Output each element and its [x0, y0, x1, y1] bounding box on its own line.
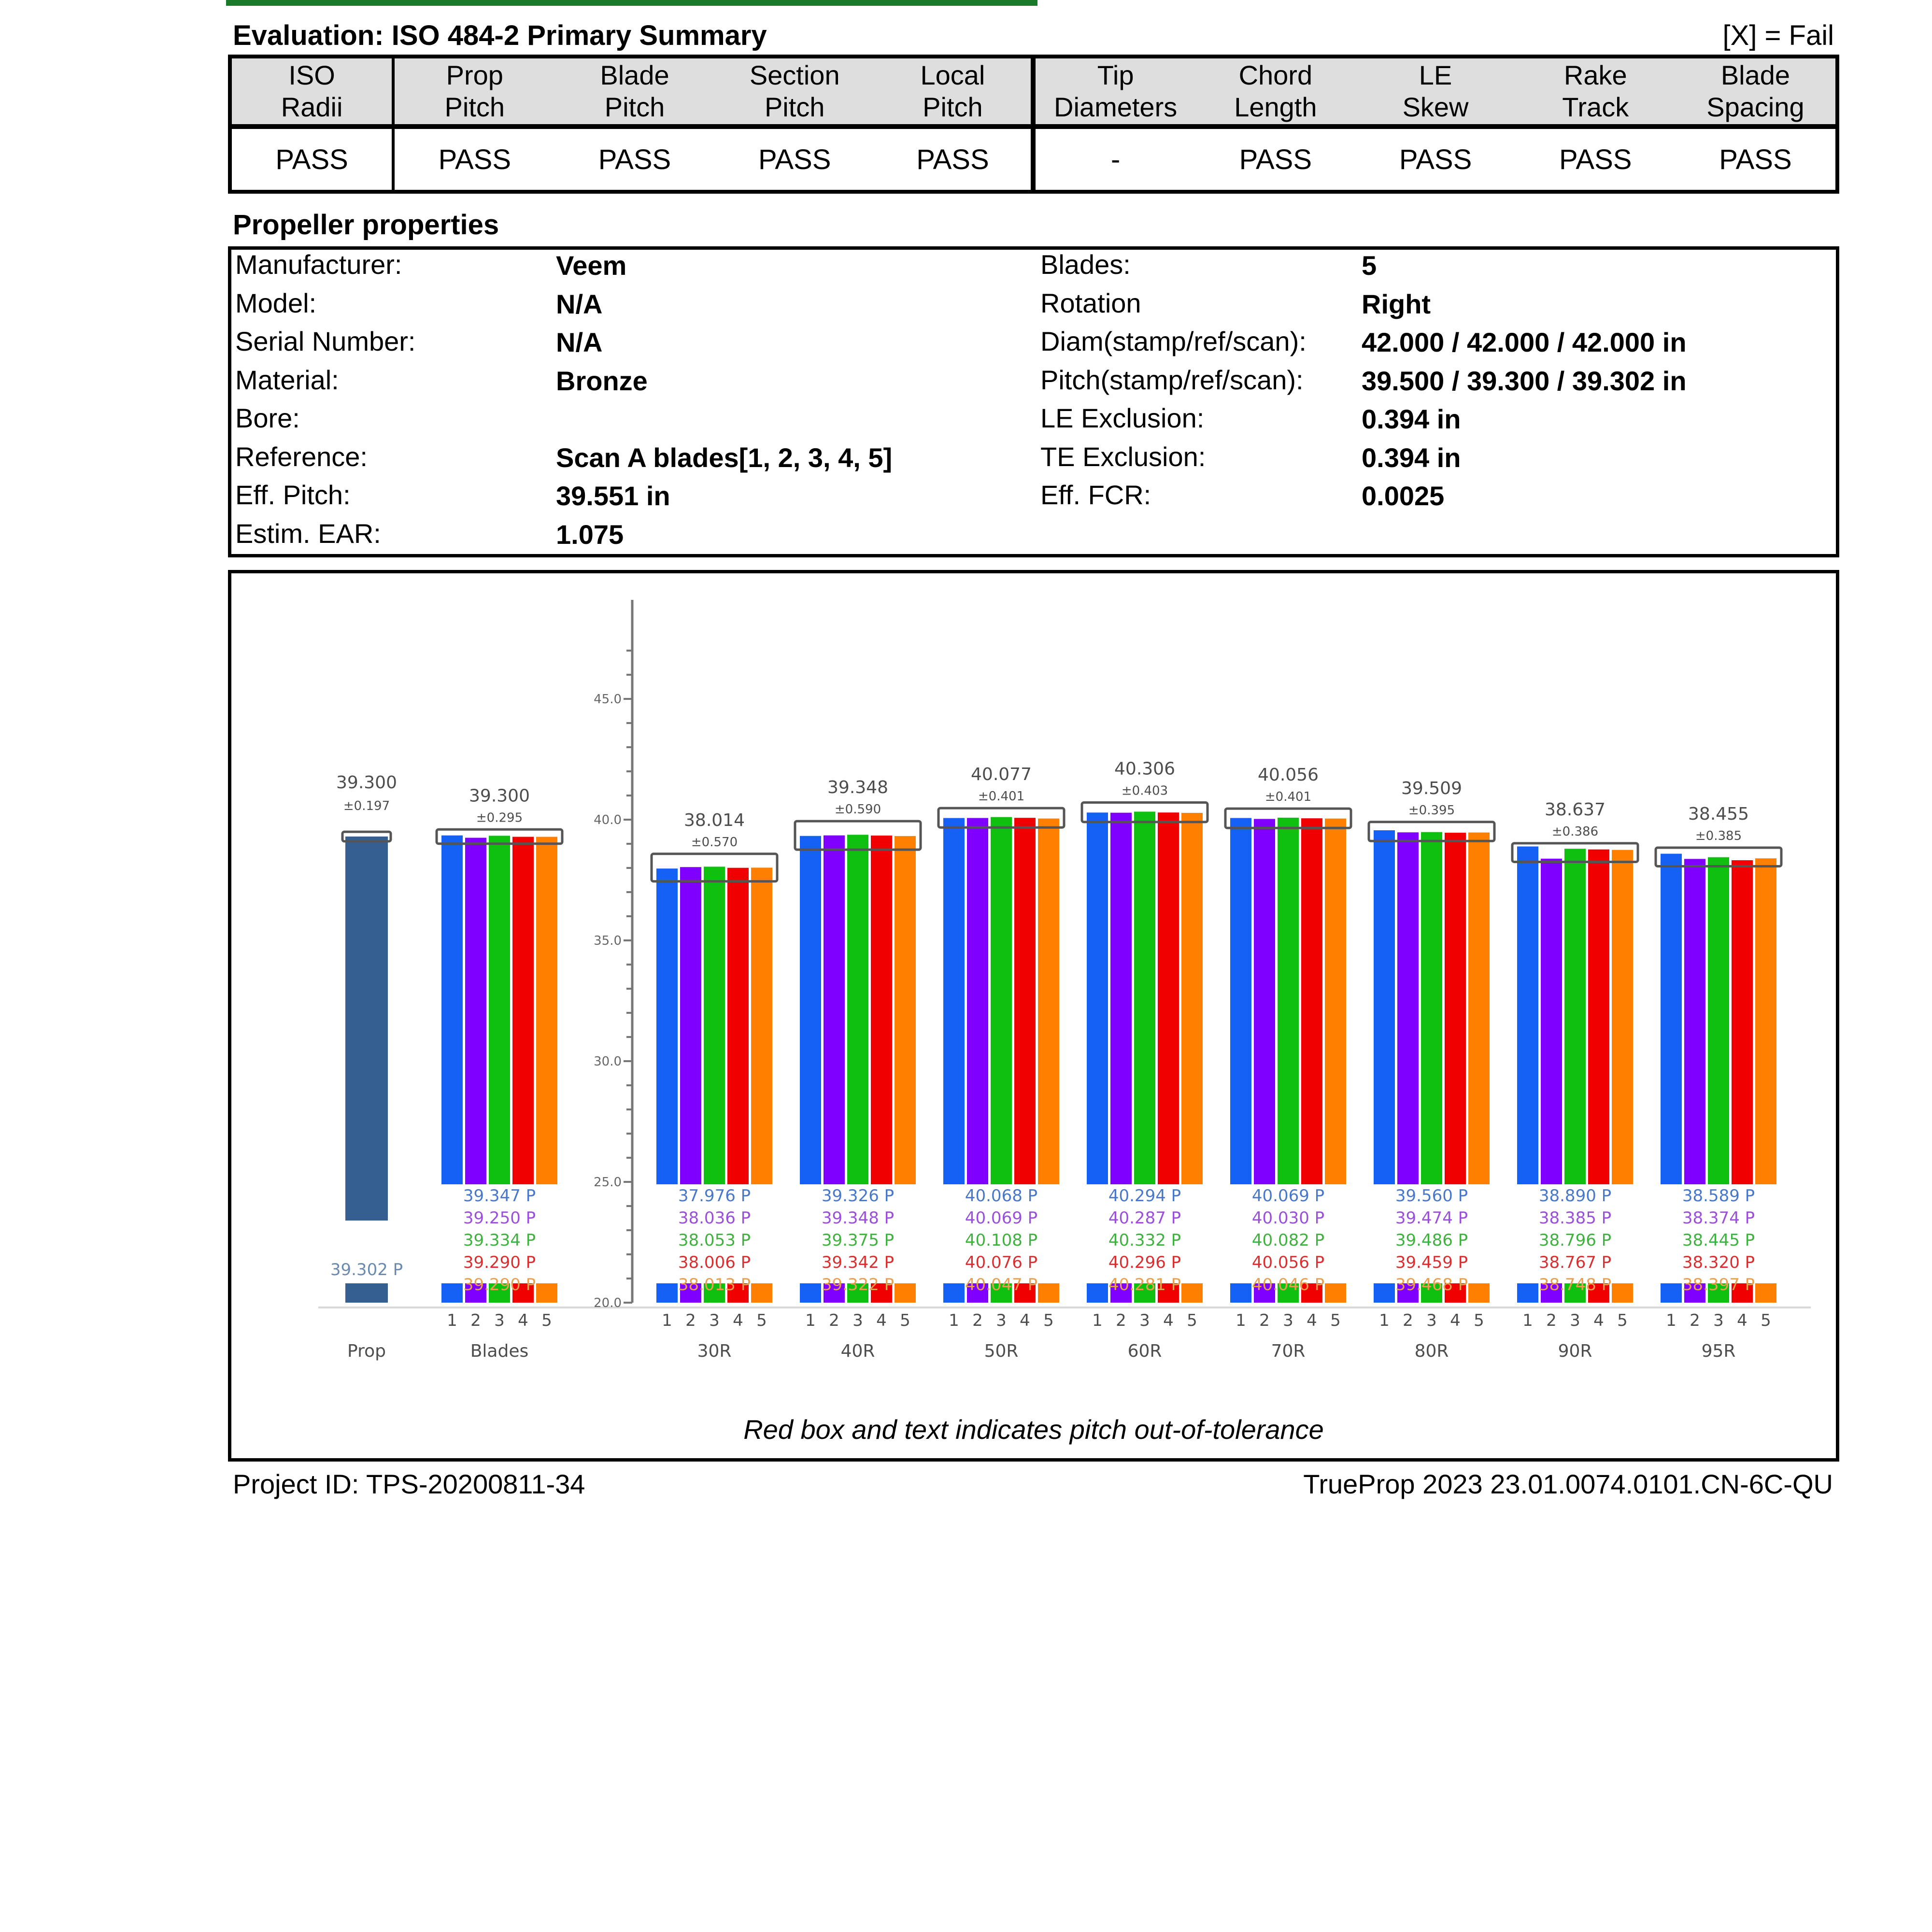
fail-legend: [X] = Fail	[1722, 20, 1834, 51]
blade-bar	[1230, 818, 1251, 1184]
tolerance-label: ±0.395	[1408, 803, 1455, 818]
blade-value-label: 38.385 P	[1538, 1208, 1612, 1228]
blade-bar	[1301, 818, 1322, 1184]
blade-value-label: 40.082 P	[1251, 1231, 1325, 1250]
blade-number-label: 4	[1737, 1311, 1747, 1330]
blade-bar	[1661, 854, 1682, 1184]
blade-bar	[751, 867, 772, 1184]
tolerance-label: ±0.570	[691, 835, 738, 850]
blade-bar	[704, 867, 725, 1184]
blade-bar	[1254, 819, 1275, 1185]
blade-bar	[1374, 830, 1395, 1184]
tolerance-label: ±0.385	[1695, 829, 1742, 843]
blade-number-label: 5	[541, 1311, 552, 1330]
blade-bar	[656, 868, 678, 1184]
blade-bar	[1014, 818, 1036, 1184]
summary-result: PASS	[1559, 143, 1632, 175]
blade-bar	[1612, 850, 1633, 1184]
target-label: 40.056	[1258, 765, 1319, 785]
software-version: TrueProp 2023 23.01.0074.0101.CN-6C-QU	[1303, 1469, 1833, 1499]
summary-column-header	[1355, 58, 1515, 129]
blade-bar-stub	[1087, 1283, 1108, 1303]
blade-number-label: 5	[1043, 1311, 1054, 1330]
blade-number-label: 1	[1236, 1311, 1246, 1330]
blade-bar-stub	[943, 1283, 965, 1303]
blade-bar	[536, 837, 557, 1185]
y-tick-label: 25.0	[594, 1175, 622, 1190]
header-line: Blade	[1720, 60, 1790, 90]
summary-column	[395, 58, 554, 190]
header-line: Pitch	[923, 92, 983, 122]
blade-number-label: 1	[1666, 1311, 1676, 1330]
blade-bar-stub	[1661, 1283, 1682, 1303]
blade-bar-stub	[1181, 1283, 1203, 1303]
blade-value-label: 38.767 P	[1538, 1253, 1612, 1272]
blade-value-label: 40.046 P	[1251, 1275, 1325, 1294]
blade-bar-stub	[895, 1283, 916, 1303]
blade-value-label: 39.334 P	[463, 1231, 536, 1250]
property-label: Rotation	[1040, 287, 1141, 318]
y-tick-label: 40.0	[594, 813, 622, 827]
blade-bar	[489, 836, 510, 1184]
blade-bar	[1110, 813, 1132, 1184]
summary-result: PASS	[916, 143, 989, 175]
blade-value-label: 39.474 P	[1395, 1208, 1468, 1228]
blade-bar-stub	[1755, 1283, 1776, 1303]
blade-bar	[943, 818, 965, 1184]
project-id: Project ID: TPS-20200811-34	[233, 1469, 585, 1499]
blade-bar-stub	[536, 1283, 557, 1303]
blade-number-label: 5	[1761, 1311, 1771, 1330]
blade-bar	[680, 867, 701, 1184]
summary-column-header	[232, 58, 392, 129]
blade-value-label: 39.348 P	[821, 1208, 895, 1228]
property-value: 0.394 in	[1362, 404, 1461, 434]
blade-number-label: 3	[1139, 1311, 1150, 1330]
tolerance-label: ±0.401	[978, 789, 1025, 804]
blade-bar	[847, 835, 868, 1184]
category-label: Prop	[347, 1341, 386, 1361]
blade-number-label: 3	[1570, 1311, 1580, 1330]
blade-value-label: 39.322 P	[821, 1275, 895, 1294]
blade-bar	[824, 836, 845, 1184]
blade-bar-stub	[1230, 1283, 1251, 1303]
blade-value-label: 39.560 P	[1395, 1186, 1468, 1206]
blade-value-label: 38.006 P	[678, 1253, 751, 1272]
blade-value-label: 40.068 P	[965, 1186, 1038, 1206]
blade-number-label: 4	[1450, 1311, 1461, 1330]
blade-bar	[991, 817, 1012, 1184]
category-label: 30R	[697, 1341, 732, 1361]
blade-bar	[1732, 860, 1753, 1184]
property-value: 1.075	[556, 519, 624, 550]
tolerance-label: ±0.386	[1551, 824, 1599, 839]
target-label: 39.509	[1401, 778, 1462, 798]
property-label: Eff. Pitch:	[235, 480, 351, 510]
blade-value-label: 39.486 P	[1395, 1231, 1468, 1250]
summary-result: -	[1110, 143, 1121, 175]
blade-number-label: 4	[1020, 1311, 1030, 1330]
prop-value-label: 39.302 P	[330, 1260, 403, 1279]
blade-value-label: 40.281 P	[1108, 1275, 1181, 1294]
blade-number-label: 3	[852, 1311, 863, 1330]
blade-value-label: 39.468 P	[1395, 1275, 1468, 1294]
property-value: Right	[1362, 288, 1431, 319]
property-value: 0.0025	[1362, 481, 1445, 511]
header-line: Diameters	[1054, 92, 1178, 122]
blade-number-label: 5	[1474, 1311, 1484, 1330]
category-label: 60R	[1127, 1341, 1162, 1361]
blade-bar-stub	[656, 1283, 678, 1303]
target-label: 38.455	[1688, 804, 1749, 824]
blade-number-label: 2	[1546, 1311, 1557, 1330]
blade-bar	[1468, 833, 1490, 1184]
blade-number-label: 1	[447, 1311, 457, 1330]
blade-value-label: 38.374 P	[1682, 1208, 1755, 1228]
y-tick-label: 45.0	[594, 692, 622, 707]
summary-column-header	[395, 58, 554, 129]
header-line: Pitch	[604, 92, 665, 122]
blade-number-label: 3	[1426, 1311, 1437, 1330]
blade-number-label: 4	[1593, 1311, 1604, 1330]
summary-column	[715, 58, 875, 190]
target-label: 39.300	[336, 773, 397, 793]
blade-number-label: 2	[829, 1311, 839, 1330]
header-accent-bar	[226, 0, 1037, 6]
blade-number-label: 3	[494, 1311, 505, 1330]
category-label: 40R	[840, 1341, 875, 1361]
blade-bar	[1564, 849, 1586, 1184]
property-label: Estim. EAR:	[235, 518, 381, 549]
blade-number-label: 1	[805, 1311, 816, 1330]
blade-number-label: 4	[1163, 1311, 1174, 1330]
summary-column	[1036, 58, 1195, 190]
header-line: Section	[749, 60, 840, 90]
blade-value-label: 40.076 P	[965, 1253, 1038, 1272]
blade-bar	[1397, 832, 1419, 1184]
blade-value-label: 40.108 P	[965, 1231, 1038, 1250]
tolerance-label: ±0.401	[1264, 790, 1312, 805]
blade-bar-stub	[1612, 1283, 1633, 1303]
blade-value-label: 39.342 P	[821, 1253, 895, 1272]
blade-value-label: 38.589 P	[1682, 1186, 1755, 1206]
header-line: Tip	[1097, 60, 1134, 90]
blade-number-label: 1	[1522, 1311, 1533, 1330]
category-label: 80R	[1414, 1341, 1449, 1361]
summary-result: PASS	[1239, 143, 1312, 175]
blade-value-label: 40.287 P	[1108, 1208, 1181, 1228]
blade-number-label: 5	[1187, 1311, 1197, 1330]
property-label: Eff. FCR:	[1040, 480, 1151, 510]
property-value: Scan A blades[1, 2, 3, 4, 5]	[556, 442, 893, 473]
summary-column	[875, 58, 1036, 190]
tolerance-label: ±0.295	[476, 810, 523, 825]
summary-column-header	[1195, 58, 1355, 129]
target-label: 39.348	[827, 778, 888, 798]
summary-column	[1676, 58, 1835, 190]
summary-column-header	[1676, 58, 1835, 129]
property-value: N/A	[556, 288, 603, 319]
y-tick-label: 30.0	[594, 1054, 622, 1069]
blade-bar	[1158, 812, 1179, 1184]
property-value: 39.551 in	[556, 481, 670, 511]
blade-number-label: 3	[996, 1311, 1007, 1330]
summary-column	[1516, 58, 1676, 190]
blade-value-label: 39.347 P	[463, 1186, 536, 1206]
blade-bar	[1421, 832, 1442, 1184]
property-label: Reference:	[235, 441, 368, 472]
blade-value-label: 40.296 P	[1108, 1253, 1181, 1272]
blade-bar	[1181, 813, 1203, 1184]
summary-result: PASS	[1399, 143, 1472, 175]
blade-number-label: 1	[662, 1311, 672, 1330]
header-line: LE	[1419, 60, 1452, 90]
blade-number-label: 4	[518, 1311, 528, 1330]
blade-bar-stub	[1374, 1283, 1395, 1303]
blade-bar	[1087, 812, 1108, 1184]
header-line: Radii	[281, 92, 343, 122]
header-line: Blade	[600, 60, 669, 90]
blade-value-label: 38.890 P	[1538, 1186, 1612, 1206]
property-label: Pitch(stamp/ref/scan):	[1040, 364, 1304, 395]
property-value: N/A	[556, 327, 603, 357]
blade-value-label: 39.290 P	[463, 1275, 536, 1294]
property-label: Blades:	[1040, 249, 1131, 280]
blade-value-label: 40.332 P	[1108, 1231, 1181, 1250]
target-label: 39.300	[469, 786, 530, 806]
blade-number-label: 5	[756, 1311, 767, 1330]
blade-number-label: 2	[1259, 1311, 1270, 1330]
blade-bar	[512, 837, 534, 1185]
summary-column	[1355, 58, 1515, 190]
blade-value-label: 40.047 P	[965, 1275, 1038, 1294]
category-label: 95R	[1701, 1341, 1736, 1361]
blade-number-label: 5	[1330, 1311, 1341, 1330]
header-line: Local	[920, 60, 985, 90]
blade-value-label: 40.294 P	[1108, 1186, 1181, 1206]
blade-number-label: 1	[1092, 1311, 1103, 1330]
summary-result: PASS	[1719, 143, 1792, 175]
blade-bar	[1325, 819, 1346, 1184]
blade-bar	[871, 836, 892, 1184]
property-value: 0.394 in	[1362, 442, 1461, 473]
blade-number-label: 3	[1283, 1311, 1293, 1330]
evaluation-title: Evaluation: ISO 484-2 Primary Summary	[233, 20, 767, 51]
blade-bar	[1038, 819, 1059, 1184]
blade-bar	[1278, 818, 1299, 1184]
blade-number-label: 4	[876, 1311, 887, 1330]
blade-value-label: 40.056 P	[1251, 1253, 1325, 1272]
blade-number-label: 2	[685, 1311, 696, 1330]
prop-bar-stub	[345, 1283, 388, 1303]
header-line: Prop	[446, 60, 503, 90]
blade-bar	[1755, 858, 1776, 1184]
blade-number-label: 2	[1690, 1311, 1700, 1330]
header-line: ISO	[288, 60, 335, 90]
property-label: Model:	[235, 287, 317, 318]
summary-column-header	[1516, 58, 1676, 129]
summary-column	[232, 58, 395, 190]
summary-result: PASS	[598, 143, 671, 175]
blade-bar-stub	[441, 1283, 463, 1303]
property-value: 42.000 / 42.000 / 42.000 in	[1362, 327, 1687, 357]
property-value: Bronze	[556, 365, 648, 396]
summary-result: PASS	[275, 143, 348, 175]
property-label: TE Exclusion:	[1040, 441, 1206, 472]
property-value: Veem	[556, 250, 627, 281]
y-tick-label: 35.0	[594, 934, 622, 948]
properties-table	[228, 246, 1839, 557]
pitch-chart	[231, 573, 1836, 1394]
header-line: Pitch	[444, 92, 505, 122]
header-line: Chord	[1238, 60, 1313, 90]
prop-bar	[345, 837, 388, 1221]
blade-value-label: 38.013 P	[678, 1275, 751, 1294]
blade-bar-stub	[1038, 1283, 1059, 1303]
tolerance-label: ±0.590	[834, 802, 881, 817]
blade-value-label: 39.459 P	[1395, 1253, 1468, 1272]
blade-value-label: 39.250 P	[463, 1208, 536, 1228]
blade-value-label: 38.320 P	[1682, 1253, 1755, 1272]
blade-bar	[967, 818, 988, 1184]
target-label: 40.306	[1114, 759, 1175, 779]
category-label: 50R	[984, 1341, 1019, 1361]
blade-bar	[1684, 859, 1705, 1184]
summary-column	[554, 58, 714, 190]
summary-result: PASS	[438, 143, 511, 175]
tolerance-label: ±0.403	[1121, 783, 1168, 798]
blade-value-label: 38.748 P	[1538, 1275, 1612, 1294]
blade-bar-stub	[751, 1283, 772, 1303]
blade-bar	[465, 838, 486, 1185]
property-value: 39.500 / 39.300 / 39.302 in	[1362, 365, 1687, 396]
blade-number-label: 1	[949, 1311, 959, 1330]
properties-title: Propeller properties	[233, 209, 499, 241]
blade-bar-stub	[1468, 1283, 1490, 1303]
blade-value-label: 39.375 P	[821, 1231, 895, 1250]
blade-number-label: 2	[1403, 1311, 1413, 1330]
blade-bar	[1588, 850, 1609, 1184]
property-label: Material:	[235, 364, 339, 395]
blade-value-label: 37.976 P	[678, 1186, 751, 1206]
target-label: 38.637	[1545, 799, 1605, 820]
header-line: Rake	[1563, 60, 1627, 90]
blade-value-label: 40.069 P	[965, 1208, 1038, 1228]
blade-bar	[1517, 847, 1538, 1185]
summary-column-header	[875, 58, 1031, 129]
blade-number-label: 4	[733, 1311, 743, 1330]
blade-value-label: 38.445 P	[1682, 1231, 1755, 1250]
blade-value-label: 40.069 P	[1251, 1186, 1325, 1206]
blade-value-label: 39.326 P	[821, 1186, 895, 1206]
header-line: Length	[1234, 92, 1317, 122]
blade-bar	[1134, 811, 1155, 1184]
summary-column	[1195, 58, 1355, 190]
blade-bar	[1445, 833, 1466, 1184]
chart-caption: Red box and text indicates pitch out-of-tolerance	[743, 1414, 1324, 1445]
property-value: 5	[1362, 250, 1377, 281]
property-label: Bore:	[235, 403, 300, 433]
header-line: Skew	[1402, 92, 1469, 122]
blade-value-label: 38.053 P	[678, 1231, 751, 1250]
y-tick-label: 20.0	[594, 1296, 622, 1310]
summary-result: PASS	[758, 143, 831, 175]
blade-value-label: 40.030 P	[1251, 1208, 1325, 1228]
blade-bar-stub	[1325, 1283, 1346, 1303]
summary-column-header	[554, 58, 714, 129]
blade-value-label: 38.036 P	[678, 1208, 751, 1228]
header-line: Pitch	[764, 92, 825, 122]
blade-bar	[1541, 859, 1562, 1184]
property-label: Serial Number:	[235, 326, 416, 356]
blade-bar	[800, 836, 821, 1184]
blade-bar-stub	[1517, 1283, 1538, 1303]
blade-number-label: 2	[972, 1311, 983, 1330]
blade-value-label: 39.290 P	[463, 1253, 536, 1272]
blade-number-label: 2	[1116, 1311, 1126, 1330]
evaluation-summary-table	[228, 55, 1839, 194]
header-line: Spacing	[1706, 92, 1804, 122]
blade-value-label: 38.796 P	[1538, 1231, 1612, 1250]
blade-number-label: 5	[1617, 1311, 1628, 1330]
property-label: Manufacturer:	[235, 249, 402, 280]
property-label: LE Exclusion:	[1040, 403, 1205, 433]
tolerance-label: ±0.197	[343, 799, 390, 813]
target-label: 40.077	[971, 765, 1032, 785]
blade-number-label: 3	[709, 1311, 720, 1330]
pitch-chart-panel	[228, 570, 1839, 1462]
category-label: Blades	[470, 1341, 529, 1361]
blade-number-label: 3	[1713, 1311, 1724, 1330]
property-label: Diam(stamp/ref/scan):	[1040, 326, 1307, 356]
target-label: 38.014	[684, 810, 745, 830]
category-label: 90R	[1558, 1341, 1592, 1361]
blade-bar-stub	[800, 1283, 821, 1303]
blade-value-label: 38.397 P	[1682, 1275, 1755, 1294]
blade-number-label: 2	[470, 1311, 481, 1330]
blade-number-label: 4	[1307, 1311, 1317, 1330]
blade-number-label: 5	[900, 1311, 910, 1330]
blade-bar	[727, 868, 749, 1184]
blade-bar	[895, 836, 916, 1184]
blade-number-label: 1	[1379, 1311, 1390, 1330]
category-label: 70R	[1271, 1341, 1306, 1361]
blade-bar	[441, 836, 463, 1184]
blade-bar	[1708, 857, 1729, 1184]
header-line: Track	[1562, 92, 1629, 122]
summary-column-header	[1036, 58, 1195, 129]
summary-column-header	[715, 58, 875, 129]
